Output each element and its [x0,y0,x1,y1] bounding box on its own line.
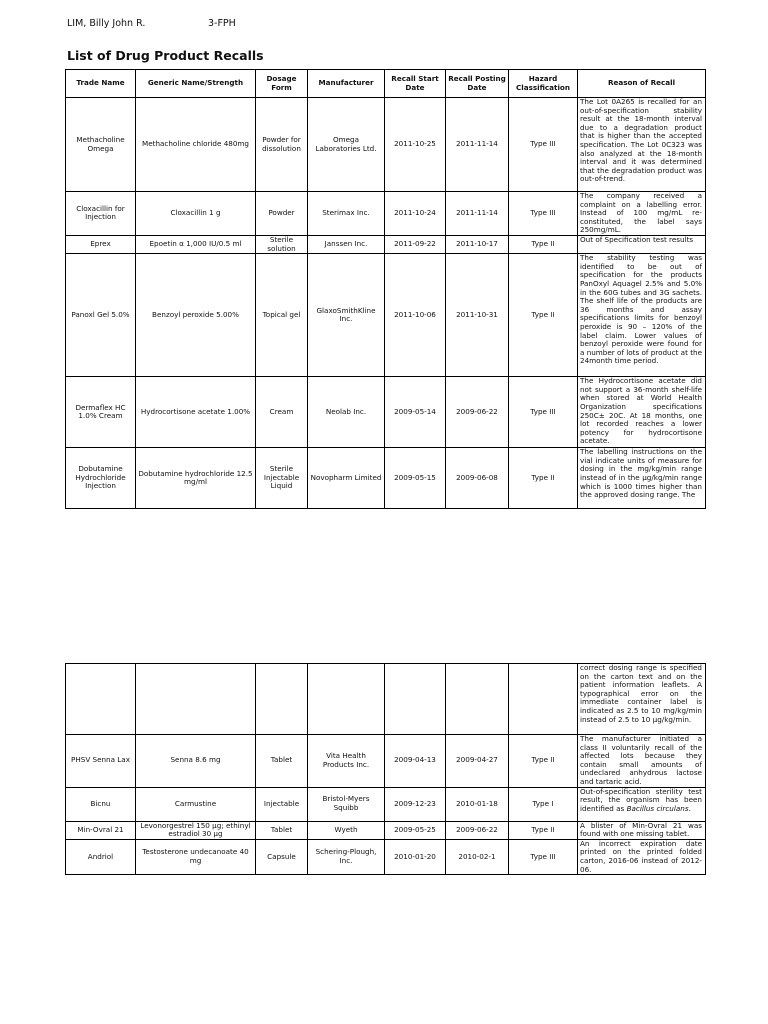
cell-reason: The company received a complaint on a labelling error. Instead of 100 mg/mL re-constituted, the label says 250mg/mL. [578,192,706,236]
table-row [66,254,706,377]
col-header-dosage-form: Dosage Form [256,70,308,98]
cell-trade-name: Dermaflex HC 1.0% Cream [66,377,136,448]
cell-trade-name: Eprex [66,235,136,253]
cell-start-date: 2011-10-25 [385,98,446,192]
cell-start-date: 2009-05-25 [385,821,446,839]
cell-hazard: Type I [509,787,578,821]
cell-trade-name: Dobutamine Hydrochloride Injection [66,448,136,509]
cell-start-date: 2009-05-14 [385,377,446,448]
cell-posting-date: 2009-06-08 [446,448,509,509]
cell-start-date: 2011-09-22 [385,235,446,253]
table-row [66,448,706,509]
cell-generic-name: Benzoyl peroxide 5.00% [136,254,256,377]
table-row [66,821,706,839]
table-row-continuation [66,664,706,735]
cell-generic-name: Testosterone undecanoate 40 mg [136,839,256,874]
cell-dosage-form: Injectable [256,787,308,821]
table-header-row [66,70,706,98]
col-header-manufacturer: Manufacturer [308,70,385,98]
cell-manufacturer: Schering-Plough, Inc. [308,839,385,874]
table-row [66,235,706,253]
cell-posting-date: 2011-11-14 [446,98,509,192]
col-header-reason-of-recall: Reason of Recall [578,70,706,98]
table-row [66,787,706,821]
table-row [66,839,706,874]
cell-posting-date: 2011-10-31 [446,254,509,377]
cell-trade-name: Cloxacillin for Injection [66,192,136,236]
cell-manufacturer: Janssen Inc. [308,235,385,253]
cell-start-date: 2010-01-20 [385,839,446,874]
col-header-hazard-classification: Hazard Classification [509,70,578,98]
cell-generic-name: Cloxacillin 1 g [136,192,256,236]
col-header-recall-start-date: Recall Start Date [385,70,446,98]
student-name: LIM, Billy John R. [67,18,146,29]
table-row [66,735,706,788]
cell-dosage-form: Sterile Injectable Liquid [256,448,308,509]
cell-posting-date: 2010-01-18 [446,787,509,821]
cell-manufacturer: Vita Health Products Inc. [308,735,385,788]
cell-reason: correct dosing range is specified on the carton text and on the patient information leaflets. A typographical error on the immediate container label is indicated as 2.5 to 10 mg/kg/min instead of 2.5 to 10 µg/kg/min. [578,664,706,735]
document-title: List of Drug Product Recalls [67,48,264,63]
cell-generic-name: Dobutamine hydrochloride 12.5 mg/ml [136,448,256,509]
cell-hazard: Type II [509,448,578,509]
cell-hazard: Type II [509,235,578,253]
col-header-generic-name: Generic Name/Strength [136,70,256,98]
cell-dosage-form: Capsule [256,839,308,874]
cell-posting-date: 2009-04-27 [446,735,509,788]
cell-start-date: 2009-12-23 [385,787,446,821]
cell-generic-name: Hydrocortisone acetate 1.00% [136,377,256,448]
cell-hazard: Type III [509,98,578,192]
cell-start-date: 2009-05-15 [385,448,446,509]
cell-dosage-form: Cream [256,377,308,448]
cell-start-date: 2011-10-24 [385,192,446,236]
cell-trade-name: Methacholine Omega [66,98,136,192]
cell-posting-date: 2011-11-14 [446,192,509,236]
cell-reason: A blister of Min-Ovral 21 was found with one missing tablet. [578,821,706,839]
cell-dosage-form: Powder [256,192,308,236]
table-row [66,377,706,448]
cell-hazard: Type II [509,254,578,377]
cell-generic-name: Levonorgestrel 150 µg; ethinyl estradiol 30 µg [136,821,256,839]
cell-reason: Out-of-specification sterility test result, the organism has been identified as Bacillus circulans. [578,787,706,821]
cell-reason: Out of Specification test results [578,235,706,253]
cell-hazard: Type II [509,735,578,788]
cell-dosage-form: Tablet [256,821,308,839]
cell-reason: An incorrect expiration date printed on the printed folded carton, 2016-06 instead of 2012-06. [578,839,706,874]
cell-start-date: 2009-04-13 [385,735,446,788]
cell-generic-name: Carmustine [136,787,256,821]
cell-start-date: 2011-10-06 [385,254,446,377]
cell-generic-name: Senna 8.6 mg [136,735,256,788]
cell-trade-name: PHSV Senna Lax [66,735,136,788]
cell-posting-date: 2011-10-17 [446,235,509,253]
cell-reason: The labelling instructions on the vial indicate units of measure for dosing in the mg/kg/min range instead of in the µg/kg/min range which is 1000 times higher than the approved dosing range. The [578,448,706,509]
cell-trade-name: Andriol [66,839,136,874]
cell-posting-date: 2010-02-1 [446,839,509,874]
cell-trade-name: Panoxl Gel 5.0% [66,254,136,377]
cell-reason: The Lot 0A265 is recalled for an out-of-specification stability result at the 18-month interval due to a degradation product that is higher than the accepted specification. The Lot 0C323 was also analyzed at the 18-month interval and it was determined that the degradation product was out-of-trend. [578,98,706,192]
recall-table-page-2 [65,663,706,875]
student-class: 3-FPH [208,18,236,29]
col-header-recall-posting-date: Recall Posting Date [446,70,509,98]
cell-generic-name: Epoetin α 1,000 IU/0.5 ml [136,235,256,253]
cell-manufacturer: Omega Laboratories Ltd. [308,98,385,192]
cell-trade-name: Bicnu [66,787,136,821]
cell-reason: The stability testing was identified to be out of specification for the products PanOxyl Aquagel 2.5% and 5.0% in the 60G tubes and 3G sachets. The shelf life of the products are 36 months and assay specifications limits for benzoyl peroxide is 90 – 120% of the label claim. Lower values of benzoyl peroxide were found for a number of lots of product at the 24month time period. [578,254,706,377]
cell-posting-date: 2009-06-22 [446,377,509,448]
cell-manufacturer: Sterimax Inc. [308,192,385,236]
cell-manufacturer: Neolab Inc. [308,377,385,448]
cell-dosage-form: Tablet [256,735,308,788]
cell-generic-name: Methacholine chloride 480mg [136,98,256,192]
cell-reason: The Hydrocortisone acetate did not support a 36-month shelf-life when stored at World Health Organization specifications 250C± 20C. At 18 months, one lot recorded reaches a lower potency for hydrocortisone acetate. [578,377,706,448]
table-row [66,192,706,236]
cell-hazard: Type II [509,821,578,839]
cell-hazard: Type III [509,377,578,448]
cell-hazard: Type III [509,192,578,236]
cell-dosage-form: Powder for dissolution [256,98,308,192]
cell-reason: The manufacturer initiated a class II voluntarily recall of the affected lots because they contain small amounts of undeclared anhydrous lactose and tartaric acid. [578,735,706,788]
cell-manufacturer: Wyeth [308,821,385,839]
organism-name: Bacillus circulans [626,803,689,813]
cell-manufacturer: Novopharm Limited [308,448,385,509]
cell-manufacturer: GlaxoSmithKline Inc. [308,254,385,377]
col-header-trade-name: Trade Name [66,70,136,98]
cell-dosage-form: Sterile solution [256,235,308,253]
cell-manufacturer: Bristol-Myers Squibb [308,787,385,821]
cell-posting-date: 2009-06-22 [446,821,509,839]
cell-dosage-form: Topical gel [256,254,308,377]
cell-hazard: Type III [509,839,578,874]
cell-trade-name: Min-Ovral 21 [66,821,136,839]
recall-table-page-1 [65,69,706,509]
table-row [66,98,706,192]
